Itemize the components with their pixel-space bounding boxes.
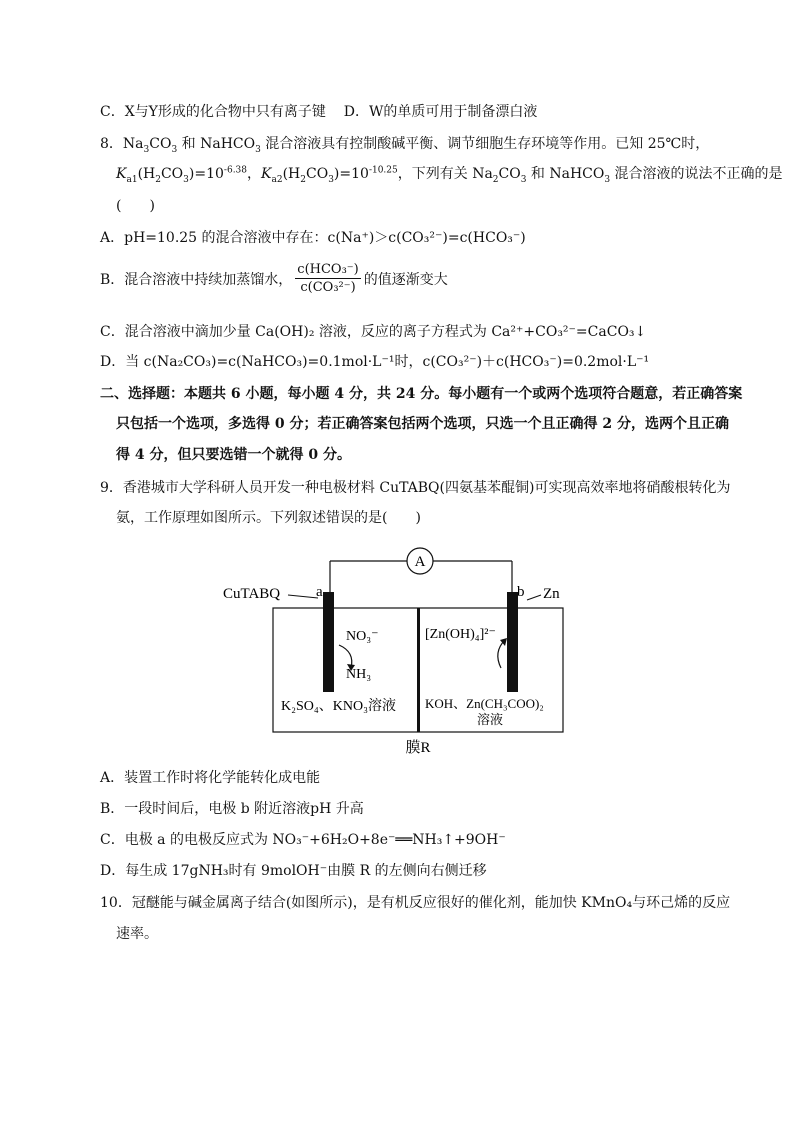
q7-options: [100, 102, 537, 122]
ka1-sub: a1: [126, 174, 138, 185]
zincate-label: [Zn(OH)₄]²⁻: [425, 627, 496, 642]
section-heading-line1: 二、选择题：本题共 6 小题，每小题 4 分，共 24 分。每小题有一个或两个选项符合题意，若正确答案: [100, 386, 743, 402]
q8-option-d: D．当 c(Na₂CO₃)=c(NaHCO₃)=0.1mol·L⁻¹时，c(CO₃²⁻)＋c(HCO₃⁻)=0.2mol·L⁻¹: [100, 354, 650, 370]
ka1-expr: (H: [137, 166, 156, 182]
membrane-label: 膜R: [405, 740, 431, 756]
fraction-denominator: c(CO₃²⁻): [300, 280, 356, 295]
q9-option-c: C．电极 a 的电极反应式为 NO₃⁻+6H₂O+8e⁻══NH₃↑+9OH⁻: [100, 832, 506, 848]
formula-part: CO: [149, 136, 172, 152]
ka2-sub: a2: [271, 174, 283, 185]
q10-stem-line2: 速率。: [116, 926, 158, 942]
q7-option-c: C．X与Y形成的化合物中只有离子键: [100, 104, 326, 120]
electrochemical-cell-diagram: [215, 540, 575, 762]
ka1-symbol: K: [116, 166, 127, 182]
q9-stem-line2: 氨，工作原理如图所示。下列叙述错误的是( ): [116, 510, 421, 526]
q8-option-c: C．混合溶液中滴加少量 Ca(OH)₂ 溶液，反应的离子方程式为 Ca²⁺+CO₃²⁻=CaCO₃↓: [100, 324, 647, 340]
q9-stem-line1: 9．香港城市大学科研人员开发一种电极材料 CuTABQ(四氨基苯醌铜)可实现高效率地将硝酸根转化为: [100, 480, 731, 496]
ka2-expr2: CO: [305, 166, 329, 182]
q9-option-d: D．每生成 17gNH₃时有 9molOH⁻由膜 R 的左侧向右侧迁移: [100, 863, 487, 879]
ka2-exponent: -10.25: [368, 165, 398, 176]
q8-answer-paren: ( ): [116, 198, 155, 214]
question-number: 8．: [100, 136, 123, 152]
section-heading-line3: 得 4 分，但只要选错一个就得 0 分。: [116, 447, 351, 463]
stem-text: CO: [498, 166, 521, 182]
cutabq-leader: [288, 595, 318, 598]
fraction-numerator: c(HCO₃⁻): [297, 262, 359, 277]
ammonia-label: NH₃: [346, 667, 372, 682]
electrode-b-label: b: [517, 584, 525, 600]
stem-text: 和 NaHCO: [526, 166, 605, 182]
nitrate-label: NO₃⁻: [346, 629, 379, 644]
ka1-value: )=10: [188, 166, 224, 182]
q9-option-b: B．一段时间后，电极 b 附近溶液pH 升高: [100, 801, 364, 817]
formula-part: Na: [122, 136, 144, 152]
stem-text: 混合溶液的说法不正确的是: [610, 166, 783, 182]
zn-label: Zn: [543, 586, 560, 602]
right-solution-line1: KOH、Zn(CH₃COO)₂: [425, 696, 544, 711]
left-solution-label: K₂SO₄、KNO₃溶液: [281, 699, 396, 714]
membrane-r: [417, 608, 420, 732]
q8-option-a: A．pH=10.25 的混合溶液中存在：c(Na⁺)＞c(CO₃²⁻)=c(HCO₃⁻): [100, 230, 526, 246]
section-heading-line2: 只包括一个选项，多选得 0 分；若正确答案包括两个选项，只选一个且正确得 2 分，选两个且正确: [116, 416, 729, 432]
q9-option-a: A．装置工作时将化学能转化成电能: [100, 770, 321, 786]
ka1-expr2: CO: [160, 166, 184, 182]
zn-leader: [527, 595, 541, 600]
electrode-a-label: a: [316, 584, 323, 600]
right-solution-line2: 溶液: [477, 712, 504, 727]
ka2-value: )=10: [333, 166, 369, 182]
ka1-exponent: -6.38: [223, 165, 248, 176]
stem-text: 混合溶液具有控制酸碱平衡、调节细胞生存环境等作用。已知 25℃时，: [260, 136, 710, 152]
q8-option-b: [100, 262, 448, 295]
option-b-prefix: B．混合溶液中持续加蒸馏水，: [100, 271, 293, 288]
ka2-expr: (H: [282, 166, 301, 182]
stem-text: ，下列有关 Na: [397, 166, 493, 182]
q8-stem-line2: $K_{a1}(H_2CO_3)=10^{-6.38}$，$K_{a2}(H_2CO_3)=10^{-10.25}$，下列有关 $Na_2CO_3$ 和 NaHCO$_3$ 混合溶液的说法不正确的是: [116, 165, 783, 185]
ammeter-label: A: [414, 554, 426, 570]
cutabq-label: CuTABQ: [223, 586, 281, 602]
electrode-b: [507, 592, 518, 692]
ka2-symbol: K: [261, 166, 272, 182]
formula-part: 和 NaHCO: [177, 136, 256, 152]
q8-stem-line1: 8．$Na_3CO_3$ 和 NaHCO$_3$ 混合溶液具有控制酸碱平衡、调节细胞生存环境等作用。已知 25℃时，: [100, 136, 710, 155]
electrode-a: [323, 592, 334, 692]
option-b-fraction: [295, 262, 360, 295]
option-b-suffix: 的值逐渐变大: [363, 271, 448, 288]
q7-option-d: D．W的单质可用于制备漂白液: [343, 104, 538, 120]
q10-stem-line1: 10．冠醚能与碱金属离子结合(如图所示)，是有机反应很好的催化剂，能加快 KMnO₄与环己烯的反应: [100, 895, 731, 911]
